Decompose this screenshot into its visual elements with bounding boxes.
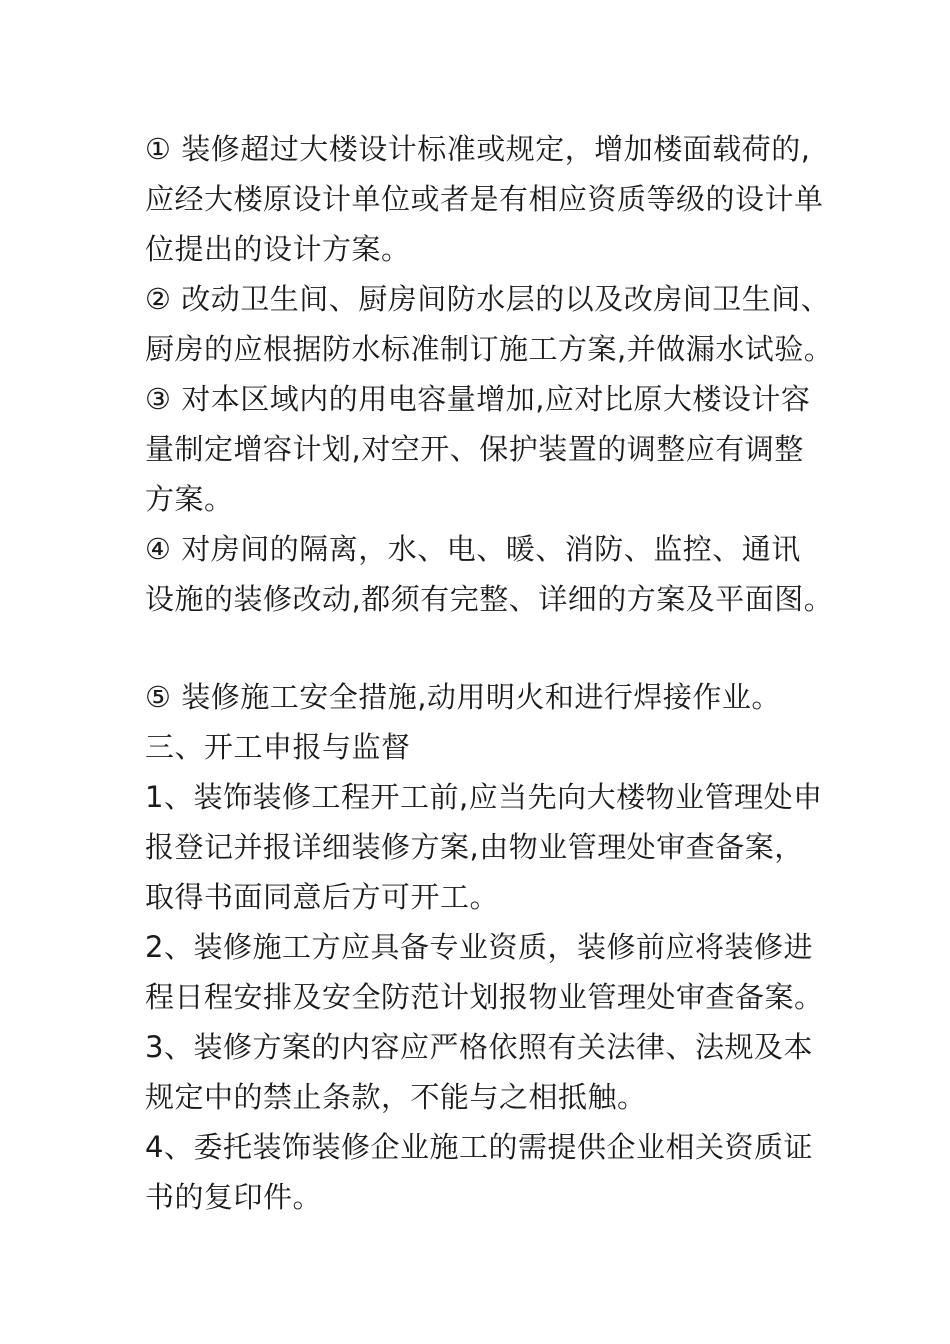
text-line: 厨房的应根据防水标准制订施工方案,并做漏水试验。 <box>145 332 834 366</box>
text-line: 规定中的禁止条款，不能与之相抵触。 <box>145 1080 647 1114</box>
text-line: 量制定增容计划,对空开、保护装置的调整应有调整 <box>145 432 804 466</box>
text-line: 2、装修施工方应具备专业资质，装修前应将装修进 <box>145 930 813 964</box>
text-line: ① 装修超过大楼设计标准或规定，增加楼面载荷的, <box>145 132 811 166</box>
text-line: 方案。 <box>145 482 234 516</box>
text-line: 取得书面同意后方可开工。 <box>145 880 500 914</box>
text-line: 报登记并报详细装修方案,由物业管理处审查备案， <box>145 830 804 864</box>
text-line: 书的复印件。 <box>145 1180 323 1214</box>
text-line: ④ 对房间的隔离，水、电、暖、消防、监控、通讯 <box>145 532 801 566</box>
text-line: 4、委托装饰装修企业施工的需提供企业相关资质证 <box>145 1130 813 1164</box>
text-line: 位提出的设计方案。 <box>145 232 411 266</box>
text-line: 3、装修方案的内容应严格依照有关法律、法规及本 <box>145 1030 813 1064</box>
text-line: 应经大楼原设计单位或者是有相应资质等级的设计单 <box>145 182 824 216</box>
text-line: ③ 对本区域内的用电容量增加,应对比原大楼设计容 <box>145 382 811 416</box>
text-line: 程日程安排及安全防范计划报物业管理处审查备案。 <box>145 980 824 1014</box>
text-line: ② 改动卫生间、厨房间防水层的以及改房间卫生间、 <box>145 282 831 316</box>
text-line: 设施的装修改动,都须有完整、详细的方案及平面图。 <box>145 582 834 616</box>
text-line: 1、装饰装修工程开工前,应当先向大楼物业管理处申 <box>145 780 823 814</box>
text-line: ⑤ 装修施工安全措施,动用明火和进行焊接作业。 <box>145 680 781 714</box>
section-heading: 三、开工申报与监督 <box>145 730 411 764</box>
